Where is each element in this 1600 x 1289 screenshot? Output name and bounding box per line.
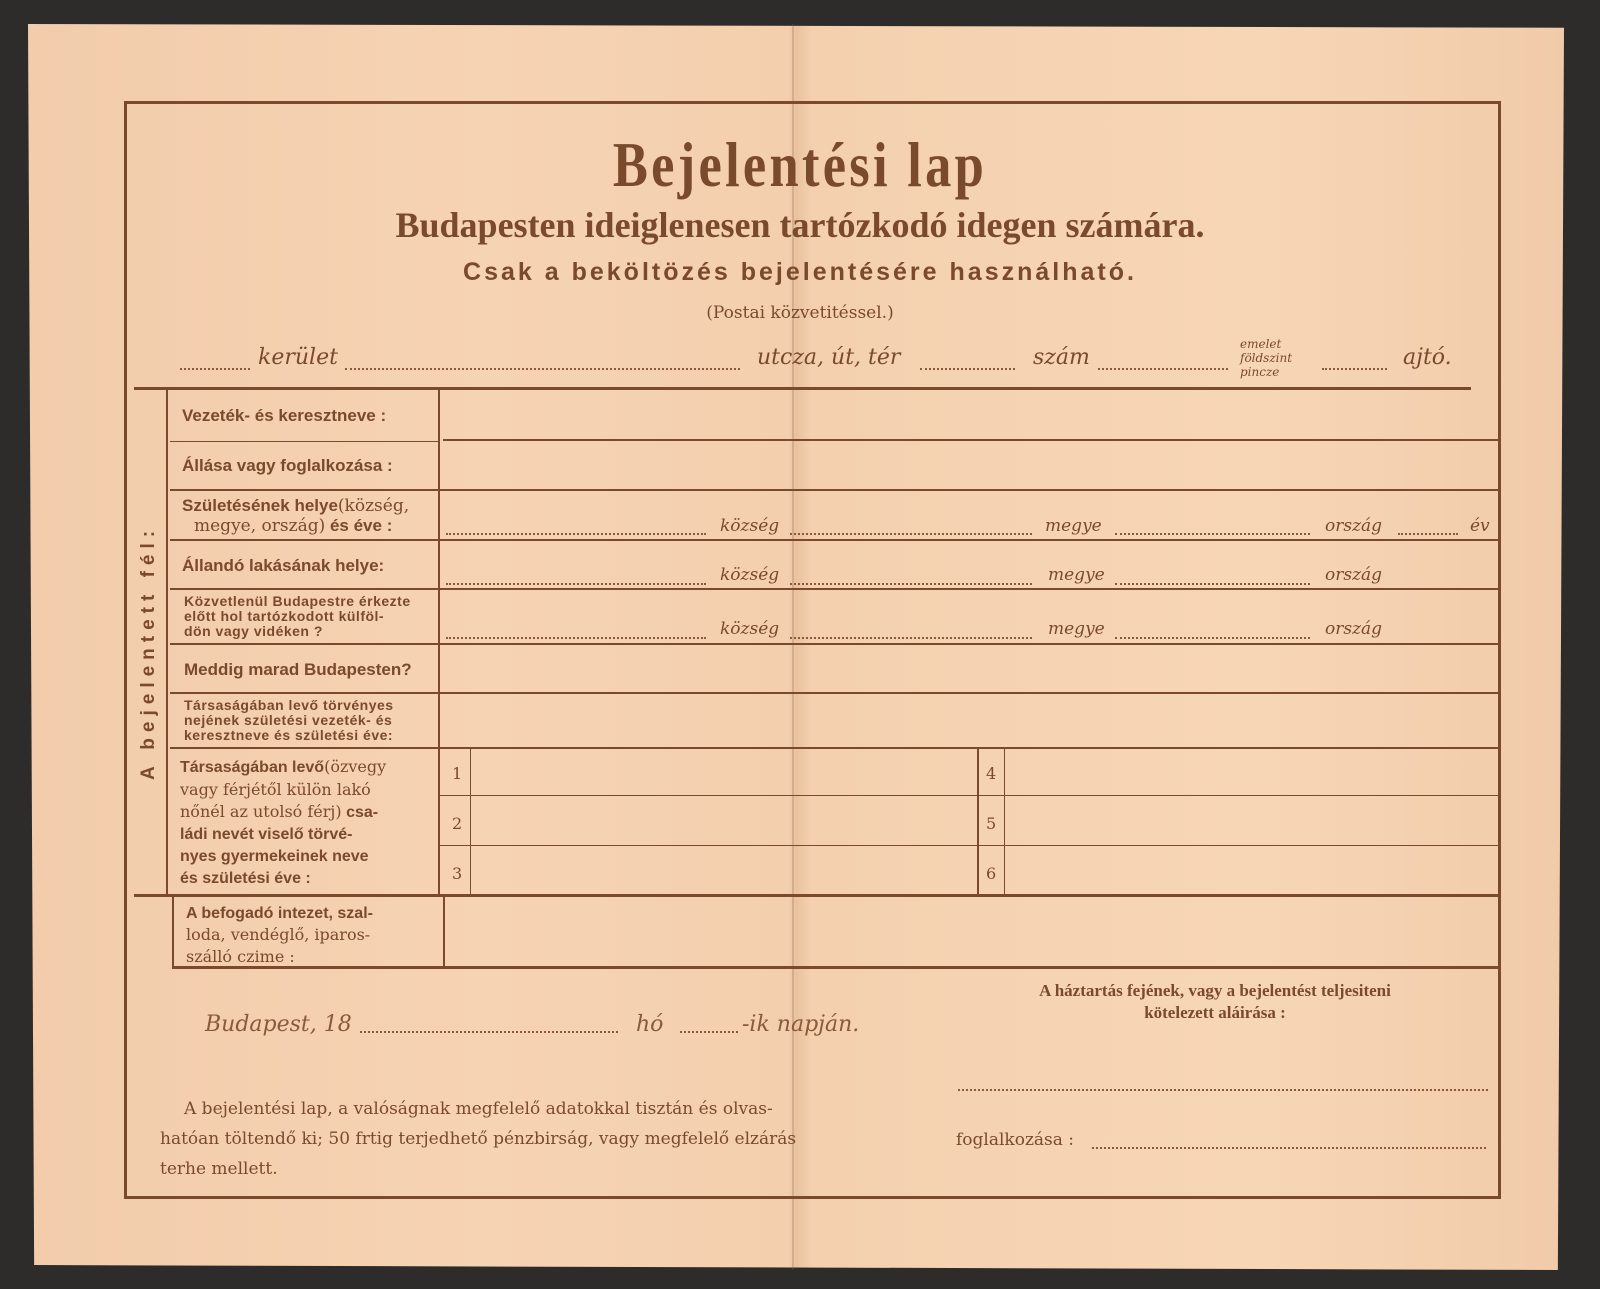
name-field[interactable] xyxy=(445,432,1495,433)
birth-label-year: és éve : xyxy=(329,516,393,535)
birth-label-main: Születésének helye xyxy=(182,496,338,515)
children-label-main: Társaságában levő xyxy=(180,759,325,776)
door-field[interactable] xyxy=(1322,367,1387,370)
children-label-line: és születési éve : xyxy=(180,870,311,887)
floor-option-pincze: pincze xyxy=(1240,365,1280,379)
children-num-rule xyxy=(1004,749,1005,894)
birth-county-label: megye xyxy=(1045,516,1102,536)
child-2-field[interactable] xyxy=(474,799,974,843)
birth-label-hint2: megye, ország) xyxy=(194,516,326,536)
legal-notice xyxy=(160,1094,866,1184)
children-label-line: nyes gyermekeinek neve xyxy=(180,848,369,865)
floor-options xyxy=(1240,337,1292,379)
side-label: A bejelentett fél: xyxy=(138,524,159,780)
wife-label-line: Társaságában levő törvényes xyxy=(184,697,394,713)
previous-village-field[interactable] xyxy=(446,636,706,639)
child-number: 4 xyxy=(986,764,997,783)
form-title: Bejelentési lap xyxy=(612,129,988,200)
row-rule xyxy=(170,489,1501,491)
birth-country-field[interactable] xyxy=(1115,532,1310,535)
previous-stay-line: előtt hol tartózkodott külföl- xyxy=(184,608,385,624)
residence-country-field[interactable] xyxy=(1115,582,1310,585)
row-rule xyxy=(170,441,440,442)
children-label-line: nőnél az utolsó férj) xyxy=(180,802,342,821)
number-label: szám xyxy=(1033,345,1090,370)
legal-notice-line: terhe mellett. xyxy=(160,1159,278,1179)
child-6-field[interactable] xyxy=(1008,848,1498,892)
child-number: 5 xyxy=(986,814,997,833)
signature-title-line: A háztartás fejének, vagy a bejelentést teljesiteni xyxy=(1039,981,1391,1000)
row-rule xyxy=(170,588,1501,590)
children-label-hint: (özvegy xyxy=(324,757,387,776)
side-column-rule xyxy=(166,390,168,895)
residence-county-field[interactable] xyxy=(790,582,1032,585)
institution-label-line: A befogadó intezet, szal- xyxy=(186,905,373,922)
birth-county-field[interactable] xyxy=(790,532,1032,535)
previous-county-field[interactable] xyxy=(790,636,1032,639)
institution-label-rule xyxy=(443,897,445,967)
floor-field[interactable] xyxy=(1098,367,1228,370)
previous-county-label: megye xyxy=(1048,619,1105,639)
institution-field[interactable] xyxy=(448,900,1496,962)
row-rule xyxy=(170,539,1501,541)
residence-village-field[interactable] xyxy=(446,582,706,585)
stay-duration-field[interactable] xyxy=(445,648,1495,688)
legal-notice-line: hatóan töltendő ki; 50 frtig terjedhető pénzbirság, vagy megfelelő elzárás xyxy=(160,1129,797,1149)
child-number: 2 xyxy=(452,814,463,833)
date-month-field[interactable] xyxy=(360,1030,618,1033)
birth-year-label: év xyxy=(1470,516,1490,536)
occupation-signer-label: foglalkozása : xyxy=(956,1130,1075,1150)
previous-village-label: község xyxy=(720,619,780,639)
district-field[interactable] xyxy=(180,367,250,370)
occupation-signer-field[interactable] xyxy=(1092,1146,1486,1149)
signature-title xyxy=(925,980,1505,1024)
child-5-field[interactable] xyxy=(1008,799,1498,843)
child-1-field[interactable] xyxy=(474,752,974,792)
row-rule xyxy=(440,845,1501,846)
street-label: utcza, út, tér xyxy=(757,345,901,370)
wife-field[interactable] xyxy=(445,697,1495,743)
postal-note: (Postai közvetitéssel.) xyxy=(706,303,894,323)
row-rule xyxy=(134,894,1501,897)
row-rule xyxy=(170,747,1501,749)
signature-title-line: kötelezett aláirása : xyxy=(1144,1003,1286,1022)
children-mid-rule xyxy=(977,749,979,894)
birth-village-field[interactable] xyxy=(446,532,706,535)
institution-label xyxy=(186,902,373,968)
birth-village-label: község xyxy=(720,516,780,536)
residence-county-label: megye xyxy=(1048,565,1105,585)
usage-note: Csak a beköltözés bejelentésére használható. xyxy=(463,258,1137,286)
institution-label-line: loda, vendéglő, iparos- xyxy=(186,925,371,944)
previous-country-field[interactable] xyxy=(1115,636,1310,639)
street-field[interactable] xyxy=(345,367,740,370)
residence-label: Állandó lakásának helye: xyxy=(182,556,385,575)
children-label-line: csa- xyxy=(346,804,379,821)
door-label: ajtó. xyxy=(1403,345,1452,370)
row-rule xyxy=(170,692,1501,694)
previous-stay-label xyxy=(184,594,411,639)
wife-label-line: keresztneve és születési éve: xyxy=(184,727,394,743)
child-number: 3 xyxy=(452,864,463,883)
number-field[interactable] xyxy=(920,367,1015,370)
row-rule xyxy=(443,439,1501,441)
previous-country-label: ország xyxy=(1325,619,1383,639)
floor-option-foldszint: földszint xyxy=(1240,351,1293,365)
child-number: 6 xyxy=(986,864,997,883)
birth-label xyxy=(182,496,409,536)
signature-field[interactable] xyxy=(958,1088,1488,1091)
date-day-field[interactable] xyxy=(680,1030,738,1033)
institution-label-line: szálló czime : xyxy=(186,947,295,966)
occupation-label: Állása vagy foglalkozása : xyxy=(182,456,393,475)
day-label: -ik napján. xyxy=(742,1012,860,1037)
previous-stay-line: dön vagy vidéken ? xyxy=(184,623,323,639)
institution-left-rule xyxy=(172,895,174,967)
name-label: Vezeték- és keresztneve : xyxy=(182,406,387,425)
children-label xyxy=(180,756,386,890)
child-3-field[interactable] xyxy=(474,848,974,892)
wife-label-line: nejének születési vezeték- és xyxy=(184,712,393,728)
floor-option-emelet: emelet xyxy=(1240,337,1282,351)
stay-duration-label: Meddig marad Budapesten? xyxy=(184,660,412,679)
row-rule xyxy=(440,795,1501,796)
date-place-label: Budapest, 18 xyxy=(205,1012,352,1037)
wife-label xyxy=(184,698,394,743)
birth-year-field[interactable] xyxy=(1398,532,1458,535)
month-label: hó xyxy=(636,1012,664,1037)
legal-notice-line: A bejelentési lap, a valóságnak megfelelő adatokkal tisztán és olvas- xyxy=(184,1099,773,1119)
residence-country-label: ország xyxy=(1325,565,1383,585)
child-4-field[interactable] xyxy=(1008,752,1498,792)
birth-country-label: ország xyxy=(1325,516,1383,536)
residence-village-label: község xyxy=(720,565,780,585)
children-label-line: ládi nevét viselő törvé- xyxy=(180,826,353,843)
child-number: 1 xyxy=(452,764,463,783)
form-subtitle: Budapesten ideiglenesen tartózkodó idegen számára. xyxy=(395,205,1205,245)
district-label: kerület xyxy=(258,345,338,370)
children-num-rule xyxy=(470,749,471,894)
table-top-rule xyxy=(134,387,1471,390)
occupation-field[interactable] xyxy=(445,445,1495,485)
row-rule xyxy=(170,643,1501,645)
birth-label-hint: (község, xyxy=(337,496,410,516)
previous-stay-line: Közvetlenül Budapestre érkezte xyxy=(184,593,411,609)
children-label-line: vagy férjétől külön lakó xyxy=(180,780,371,799)
